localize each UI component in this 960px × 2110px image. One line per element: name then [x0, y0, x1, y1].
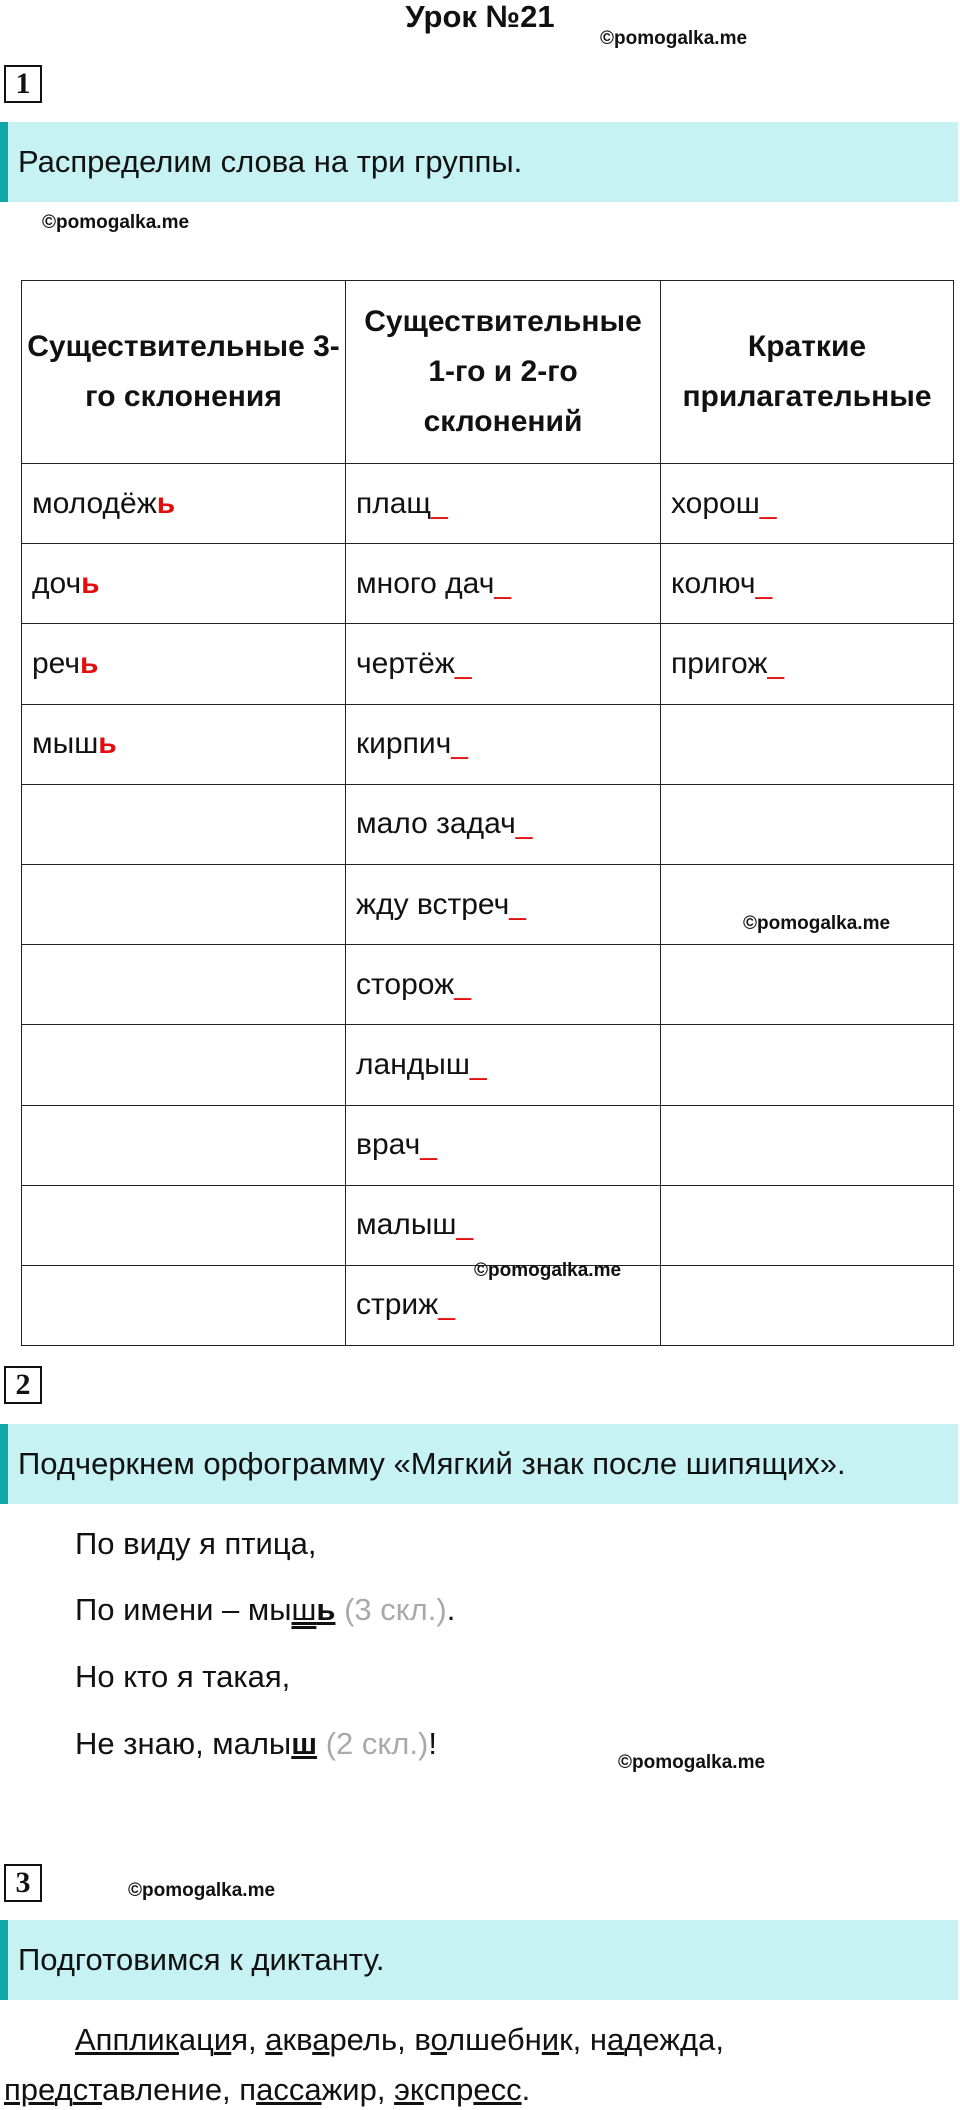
declension-note: (3 скл.): [344, 1592, 447, 1627]
poem-line-2: По имени – мышь (3 скл.).: [75, 1592, 456, 1627]
cell-1st-2nd-declension: мало задач_: [346, 784, 661, 864]
cell-3rd-declension: [22, 1265, 346, 1345]
watermark: ©pomogalka.me: [42, 212, 190, 233]
cell-1st-2nd-declension: плащ_: [346, 464, 661, 544]
table-header-row: [22, 281, 954, 464]
task3-banner: Подготовимся к диктанту.: [0, 1920, 958, 2000]
dictation-line-1: Аппликация, акварель, волшебник, надежда,: [75, 2022, 724, 2057]
cell-short-adjectives: [661, 945, 954, 1025]
cell-short-adjectives: [661, 1265, 954, 1345]
watermark: ©pomogalka.me: [618, 1752, 766, 1773]
cell-short-adjectives: [661, 1105, 954, 1185]
cell-3rd-declension: [22, 1105, 346, 1185]
cell-1st-2nd-declension: чертёж_: [346, 624, 661, 704]
cell-short-adjectives: колюч_: [661, 544, 954, 624]
cell-short-adjectives: [661, 784, 954, 864]
cell-1st-2nd-declension: кирпич_: [346, 704, 661, 784]
poem-line-4: Не знаю, малыш (2 скл.)!: [75, 1726, 437, 1761]
table-row: [22, 1185, 954, 1265]
cell-3rd-declension: [22, 1025, 346, 1105]
table-row: [22, 464, 954, 544]
cell-3rd-declension: речь: [22, 624, 346, 704]
cell-short-adjectives: [661, 1185, 954, 1265]
cell-short-adjectives: [661, 704, 954, 784]
cell-3rd-declension: мышь: [22, 704, 346, 784]
underlined-letter: ш: [291, 1726, 318, 1761]
task2-banner: Подчеркнем орфограмму «Мягкий знак после шипящих».: [0, 1424, 958, 1504]
table-row: [22, 544, 954, 624]
cell-1st-2nd-declension: ландыш_: [346, 1025, 661, 1105]
table-row: [22, 784, 954, 864]
cell-short-adjectives: хорош_: [661, 464, 954, 544]
table-row: [22, 1105, 954, 1185]
column-header-short-adjectives: Краткие прилагательные: [661, 281, 954, 464]
watermark: ©pomogalka.me: [743, 913, 891, 934]
task-number-2: 2: [4, 1366, 42, 1404]
poem-line-1: По виду я птица,: [75, 1526, 317, 1561]
cell-1st-2nd-declension: малыш_: [346, 1185, 661, 1265]
cell-3rd-declension: [22, 864, 346, 944]
declension-note: (2 скл.): [325, 1726, 429, 1761]
watermark: ©pomogalka.me: [474, 1260, 622, 1281]
cell-3rd-declension: [22, 1185, 346, 1265]
task-number-3: 3: [4, 1864, 42, 1902]
page-title: Урок №21: [405, 0, 555, 34]
table-row: [22, 945, 954, 1025]
cell-1st-2nd-declension: стриж_: [346, 1265, 661, 1345]
poem-line-3: Но кто я такая,: [75, 1659, 291, 1694]
table-row: [22, 624, 954, 704]
column-header-3rd-declension: Существительные 3-го склонения: [22, 281, 346, 464]
cell-3rd-declension: [22, 945, 346, 1025]
cell-short-adjectives: пригож_: [661, 624, 954, 704]
watermark: ©pomogalka.me: [128, 1880, 276, 1901]
cell-3rd-declension: дочь: [22, 544, 346, 624]
table-row: [22, 1025, 954, 1105]
column-header-1st-2nd-declension: Существительные 1-го и 2-го склонений: [346, 281, 661, 464]
cell-1st-2nd-declension: сторож_: [346, 945, 661, 1025]
task1-banner: Распределим слова на три группы.: [0, 122, 958, 202]
task-number-1: 1: [4, 65, 42, 103]
watermark: ©pomogalka.me: [600, 28, 748, 49]
cell-3rd-declension: молодёжь: [22, 464, 346, 544]
underlined-letter: ш: [291, 1592, 317, 1627]
cell-1st-2nd-declension: много дач_: [346, 544, 661, 624]
cell-short-adjectives: [661, 1025, 954, 1105]
cell-1st-2nd-declension: жду встреч_: [346, 864, 661, 944]
dictation-line-2: представление, пассажир, экспресс.: [4, 2072, 531, 2107]
cell-3rd-declension: [22, 784, 346, 864]
underlined-soft-sign: ь: [316, 1592, 336, 1627]
word-groups-table: [21, 280, 954, 1346]
cell-1st-2nd-declension: врач_: [346, 1105, 661, 1185]
table-row: [22, 704, 954, 784]
